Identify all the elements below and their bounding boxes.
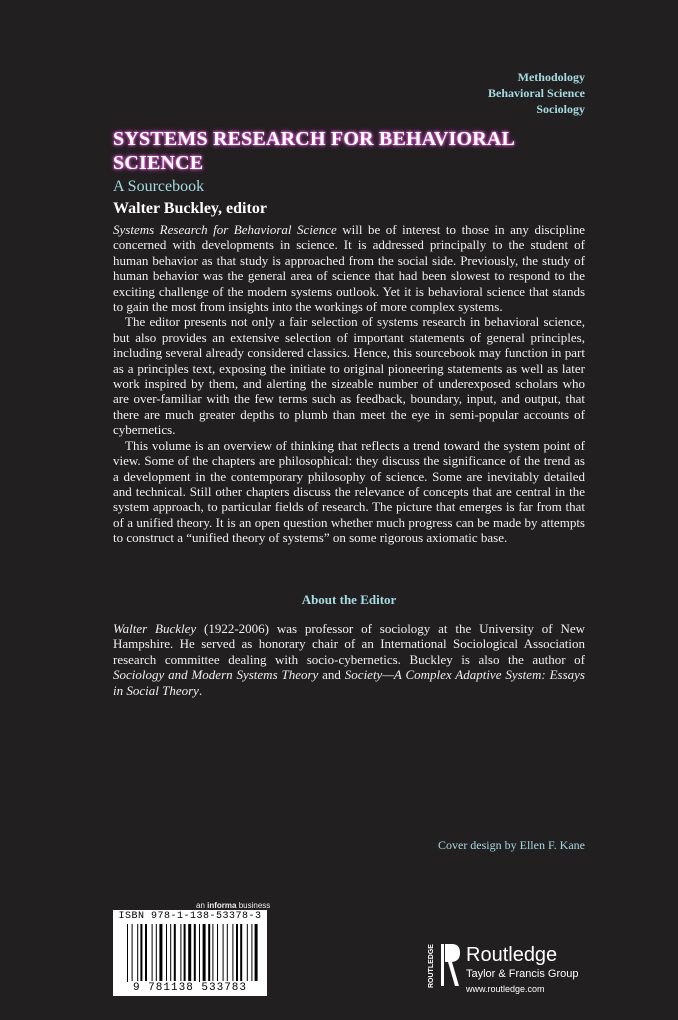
barcode-bar [236,924,238,981]
barcode-bar [217,924,218,981]
barcode-bar [166,924,167,981]
barcode-bar [255,924,258,981]
barcode-bar [145,924,147,981]
barcode-bar [184,924,186,981]
barcode-bar [223,924,224,981]
barcode-bar [170,924,171,981]
publisher-brand [466,944,578,995]
publisher-group: Taylor & Francis Group [466,968,579,980]
book-title: SYSTEMS RESEARCH FOR BEHAVIORAL SCIENCE [113,128,514,174]
barcode-bar [140,924,142,981]
isbn-number: ISBN 978-1-138-53378-3 [118,911,262,922]
book-subtitle: A Sourcebook [113,178,205,195]
barcode-bar [203,924,206,981]
barcode-bar [137,924,138,981]
cover-credit: Cover design by Ellen F. Kane [437,838,585,852]
about-editor-text: Walter Buckley (1922-2006) was professor of sociology at the University of New Hampshire. He served as honorary chair of an International Sociological Association research committee dealing with socio-cybernetics. Buckley is also the author of Sociology and Modern Systems Theory and Society—A Complex Adaptive System: Essays in Social Theory. [113,621,586,698]
book-reference-2: Society—A Complex Adaptive System: Essays in Social Theory [113,667,585,698]
subject-categories [488,69,585,117]
barcode-bar [251,924,252,981]
description [113,222,585,546]
barcode-bar [188,924,191,981]
barcode-bar [232,924,233,981]
barcode-bar [208,924,210,981]
informa-label: an informa business [196,901,271,910]
barcode-bar [194,924,196,981]
barcode-bar [127,924,128,988]
barcode-bar [240,924,242,981]
barcode-bar [227,924,228,981]
barcode-bar [199,924,200,988]
subject-methodology: Methodology [517,70,585,84]
book-editor: Walter Buckley, editor [113,200,267,217]
barcode-bar [159,924,162,981]
ean-number: 9 781138 533783 [116,982,264,994]
book-reference-1: Sociology and Modern Systems Theory [113,667,319,683]
publisher-url: www.routledge.com [466,984,545,994]
subject-sociology: Sociology [536,102,585,116]
isbn-barcode [113,910,267,996]
barcode-bar [247,924,248,981]
subject-behavioral-science: Behavioral Science [488,86,585,100]
routledge-vertical-label: ROUTLEDGE [428,944,435,988]
barcode-bar [132,924,133,981]
barcode-bar [180,924,181,981]
barcode-bar [212,924,213,981]
description-paragraph-3: This volume is an overview of thinking that reflects a trend toward the system point of view. Some of the chapters are philosophical: they discuss the significance of the trend as a development in the contemporary philosophy of science. Some are inevitably detailed and technical. Still other chapters discuss the relevance of concepts that are central in the system approach, to particular fields of research. The picture that emerges is far from that of a unified theory. It is an open question whether much progress can be made by attempts to construct a “unified theory of systems” on some rigorous axiomatic base. [113,437,585,546]
routledge-logo-icon [428,940,462,992]
about-editor-heading: About the Editor [301,592,397,607]
description-paragraph-1: Systems Research for Behavioral Science will be of interest to those in any discipline concerned with developments in science. It is addressed principally to the student of human behavior as that study is approached from the social side. Previously, the study of human behavior was the general area of science that had been slowest to respond to the exciting challenge of the modern systems outlook. Yet it is behavioral science that stands to gain the most from insights into the workings of more complex systems. [113,222,585,315]
barcode-bar [156,924,157,981]
description-paragraph-2: The editor presents not only a fair selection of systems research in behavioral science, but also provides an extensive selection of important statements of general principles, including several already considered classics. Hence, this sourcebook may function in part as a principles text, exposing the initiate to original pioneering statements as well as later work inspired by them, and alerting the sizeable number of underexposed scholars who are over-familiar with the few terms such as feedback, boundary, input, and output, that there are much greater depths to plumb than meet the eye in semi-popular accounts of cybernetics. [113,314,585,438]
editor-name: Walter Buckley [113,621,197,636]
publisher-name: Routledge [466,944,558,966]
barcode-bar [174,924,176,981]
barcode-bar [152,924,153,981]
title-reference: Systems Research for Behavioral Science [113,222,337,237]
